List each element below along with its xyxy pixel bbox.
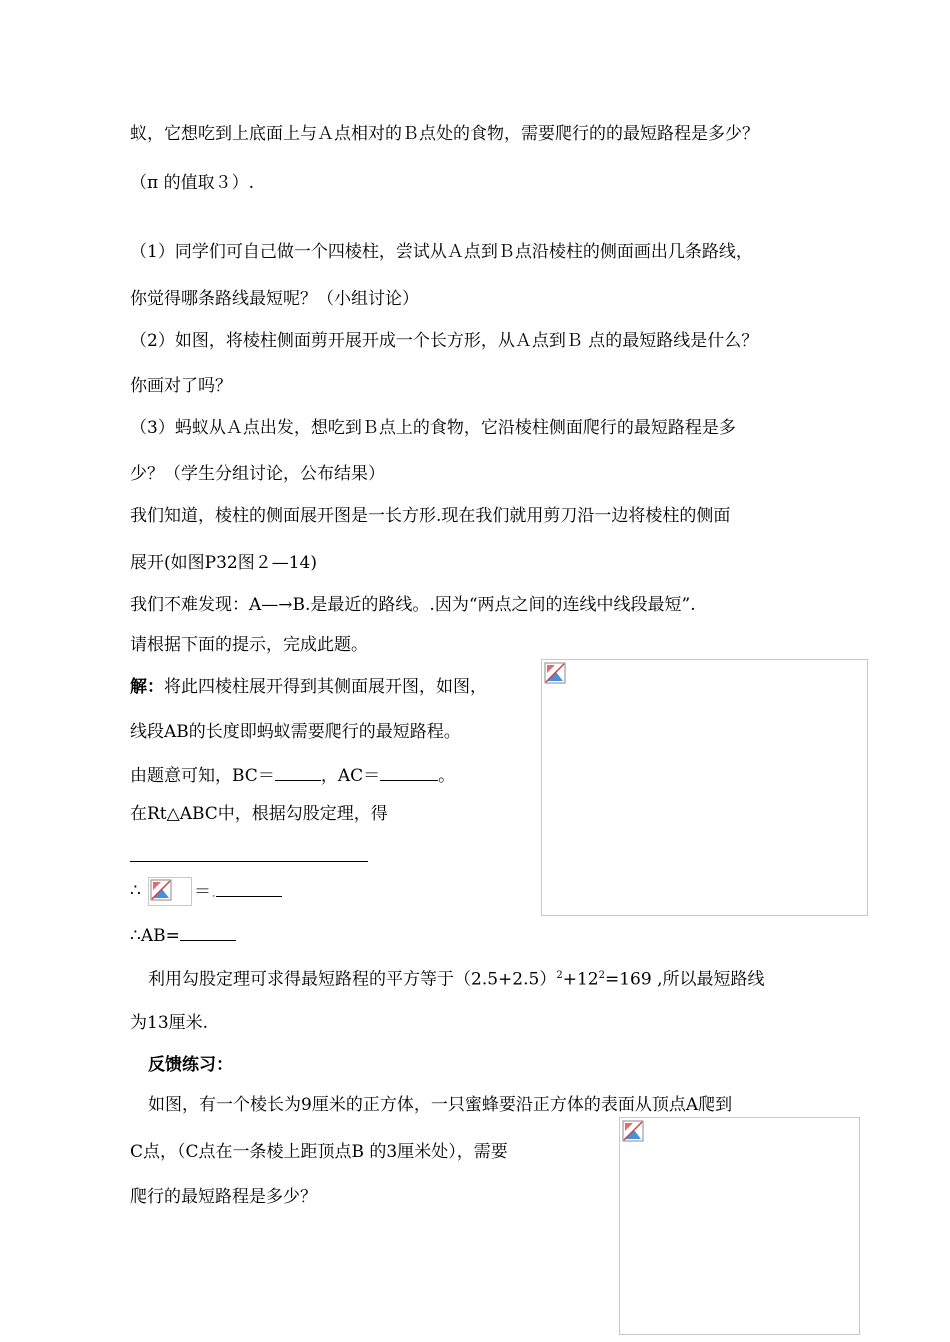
broken-image-icon: [544, 662, 566, 684]
intro-line-2: （π 的值取３）.: [130, 173, 254, 193]
question-2-line-a: （2）如图，将棱柱侧面剪开展开成一个长方形，从Ａ点到Ｂ 点的最短路线是什么？: [130, 331, 759, 351]
solution-line-1: [130, 676, 487, 698]
explain-line-2: 展开(如图P32图２—14): [130, 553, 317, 573]
feedback-line-3: 爬行的最短路程是多少？: [130, 1187, 317, 1207]
solution-line-4: 在Rt△ABC中，根据勾股定理，得: [130, 804, 388, 824]
marker-dot: .: [211, 882, 217, 902]
prism-figure-box: [541, 659, 868, 916]
result-sup-1: 2: [556, 970, 563, 981]
solution-text-3c: 。: [438, 766, 456, 786]
broken-image-icon: [622, 1120, 644, 1142]
answer-underline[interactable]: [130, 861, 368, 862]
result-line-2: 为13厘米.: [130, 1013, 209, 1033]
result-text-b: +12: [562, 969, 599, 990]
result-text-c: =169 ,所以最短路线: [604, 969, 765, 990]
feedback-title: 反馈练习：: [148, 1055, 233, 1075]
question-3-line-b: 少？（学生分组讨论，公布结果）: [130, 464, 385, 484]
solution-text-3a: 由题意可知，BC＝: [130, 766, 275, 786]
question-3-line-a: （3）蚂蚁从Ａ点出发，想吃到Ｂ点上的食物，它沿棱柱侧面爬行的最短路程是多: [130, 418, 736, 438]
therefore-line-2: [130, 924, 236, 947]
question-1-line-b: 你觉得哪条路线最短呢？（小组讨论）: [130, 289, 419, 309]
solution-label: 解：: [130, 677, 164, 697]
solution-line-3: [130, 764, 455, 787]
question-1-line-a: （1）同学们可自己做一个四棱柱，尝试从Ａ点到Ｂ点沿棱柱的侧面画出几条路线，: [130, 242, 753, 262]
question-2-line-b: 你画对了吗？: [130, 376, 232, 396]
bc-blank[interactable]: [275, 764, 321, 781]
solution-text-3b: ，AC＝: [320, 766, 381, 786]
feedback-line-2: C点，（C点在一条棱上距顶点B 的3厘米处），需要: [130, 1142, 508, 1162]
therefore-eq: [194, 880, 282, 903]
explain-line-4: 请根据下面的提示，完成此题。: [130, 635, 368, 655]
equals-sign: ＝: [194, 882, 211, 902]
therefore-ab: ∴AB=: [130, 926, 180, 946]
cube-figure-box: [619, 1117, 860, 1335]
intro-line-1: 蚁，它想吃到上底面上与Ａ点相对的Ｂ点处的食物，需要爬行的的最短路程是多少？: [130, 124, 759, 144]
therefore-symbol: ∴: [130, 881, 141, 901]
result-line-1: [148, 965, 764, 991]
square-blank[interactable]: [216, 880, 282, 897]
feedback-line-1: 如图，有一个棱长为9厘米的正方体，一只蜜蜂要沿正方体的表面从顶点A爬到: [148, 1095, 733, 1115]
ac-blank[interactable]: [380, 764, 438, 781]
explain-line-1: 我们知道，棱柱的侧面展开图是一长方形.现在我们就用剪刀沿一边将棱柱的侧面: [130, 506, 731, 526]
broken-image-icon: [150, 879, 172, 901]
solution-line-2: 线段AB的长度即蚂蚁需要爬行的最短路程。: [130, 722, 461, 742]
solution-text-1: 将此四棱柱展开得到其侧面展开图，如图，: [164, 677, 487, 697]
therefore-line-1: [130, 880, 141, 902]
formula-image-frame: [148, 877, 192, 906]
result-sup-2: 2: [598, 970, 605, 981]
result-text-a: 利用勾股定理可求得最短路程的平方等于（2.5+2.5）: [148, 969, 557, 990]
explain-line-3: 我们不难发现：A—→B.是最近的路线。.因为“两点之间的连线中线段最短”.: [130, 595, 696, 615]
ab-blank[interactable]: [180, 924, 236, 941]
